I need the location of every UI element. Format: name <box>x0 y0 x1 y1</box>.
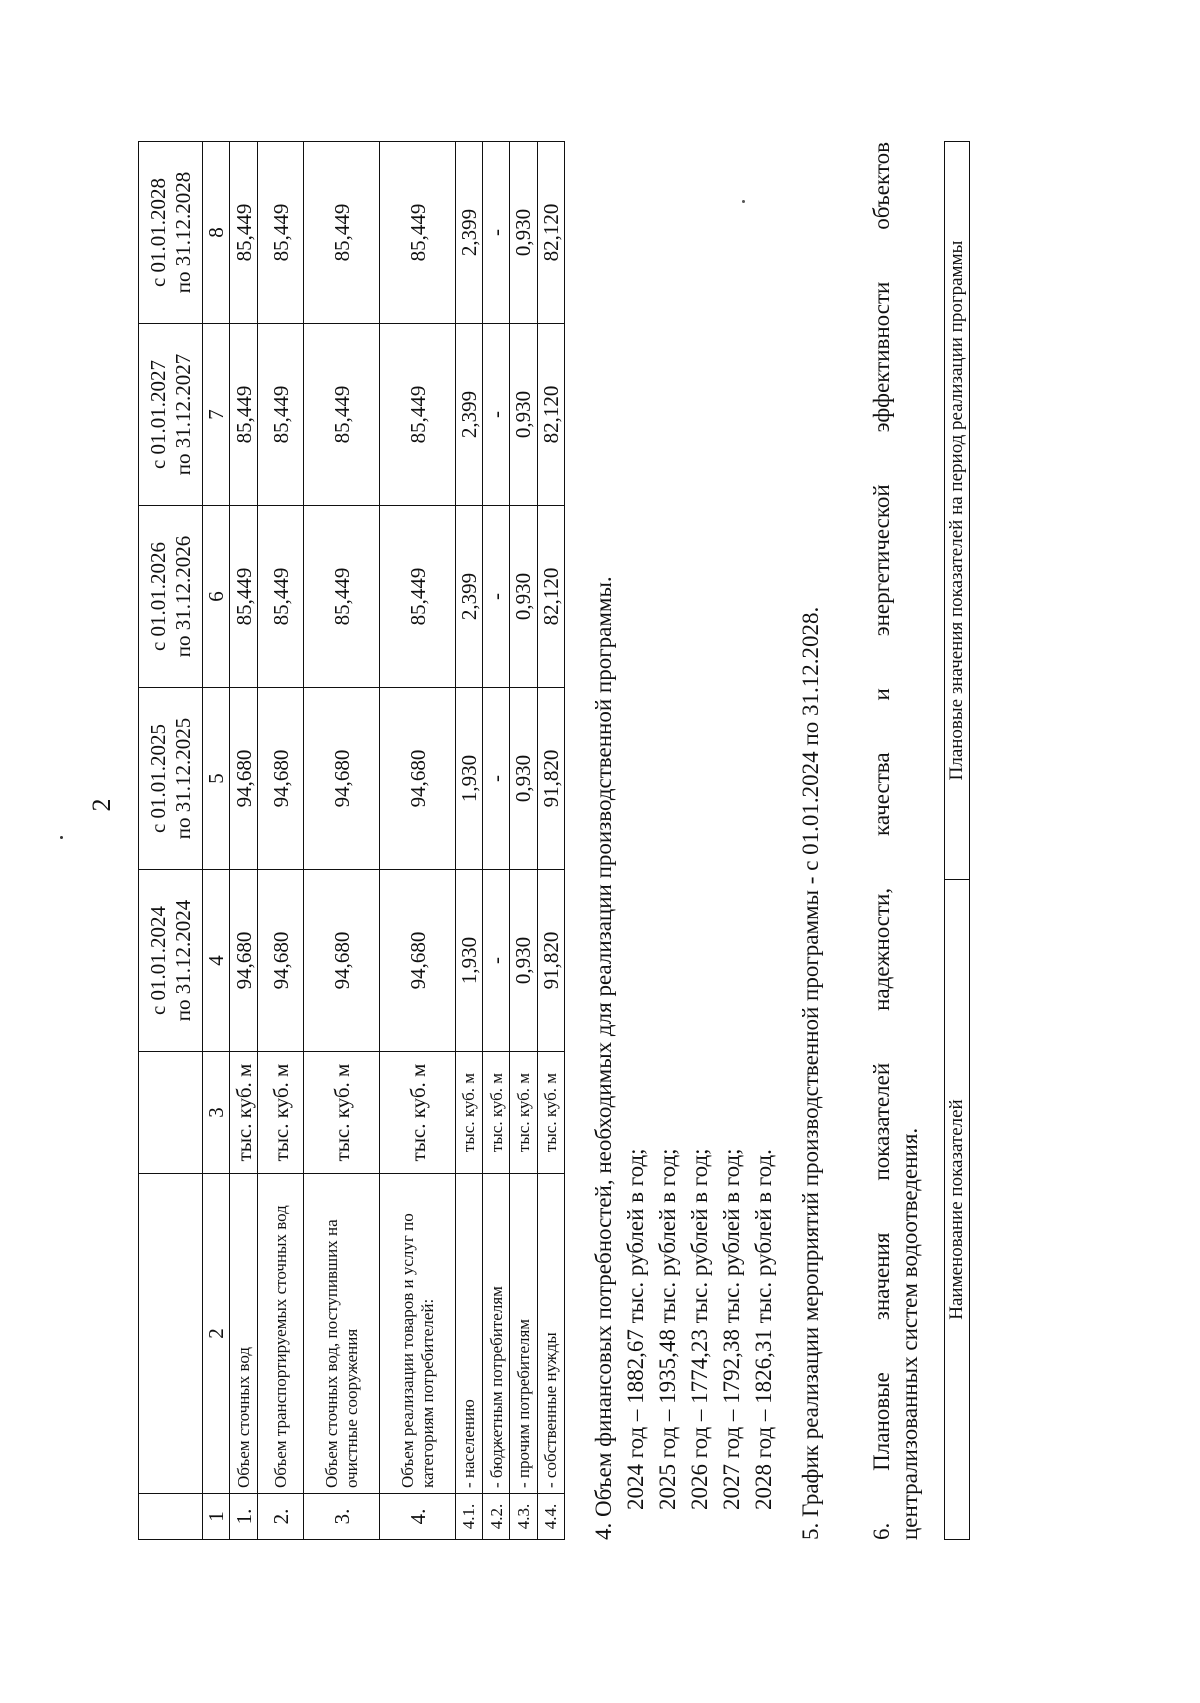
financial-line: 2024 год – 1882,67 тыс. рублей в год; <box>623 1148 648 1510</box>
word: и <box>869 688 894 701</box>
column-number-row <box>203 142 230 1540</box>
row-value: 0,930 <box>510 506 537 688</box>
header-period: с 01.01.2024 по 31.12.2024 <box>139 870 203 1052</box>
section-6-indicators <box>868 142 924 1540</box>
row-value: 85,449 <box>258 506 304 688</box>
row-value: 85,449 <box>304 324 380 506</box>
row-name: Объем реализации товаров и услуг по категориям потребителей: <box>380 1174 456 1494</box>
section-4-title: 4. Объем финансовых потребностей, необходимых для реализации производственной программы. <box>591 576 616 1540</box>
word: качества <box>869 752 894 836</box>
row-value: 94,680 <box>258 870 304 1052</box>
row-unit: тыс. куб. м <box>483 1052 510 1174</box>
row-value: 82,120 <box>537 142 564 324</box>
row-value: - <box>483 324 510 506</box>
row-value: 85,449 <box>380 142 456 324</box>
column-number: 2 <box>203 1174 230 1494</box>
word: эффективности <box>869 281 894 433</box>
row-name: Объем сточных вод <box>230 1174 258 1494</box>
row-name: - населению <box>456 1174 483 1494</box>
financial-line: 2026 год – 1774,23 тыс. рублей в год; <box>687 1148 712 1510</box>
row-value: 85,449 <box>304 506 380 688</box>
column-number: 6 <box>203 506 230 688</box>
row-value: 0,930 <box>510 142 537 324</box>
row-unit: тыс. куб. м <box>380 1052 456 1174</box>
column-number: 3 <box>203 1052 230 1174</box>
column-number: 8 <box>203 142 230 324</box>
word: значения <box>869 1232 894 1321</box>
row-value: 85,449 <box>230 506 258 688</box>
row-name: - бюджетным потребителям <box>483 1174 510 1494</box>
financial-line: 2025 год – 1935,48 тыс. рублей в год; <box>655 1148 680 1510</box>
row-value: - <box>483 688 510 870</box>
row-unit: тыс. куб. м <box>230 1052 258 1174</box>
row-value: 94,680 <box>380 870 456 1052</box>
header-period: с 01.01.2028 по 31.12.2028 <box>139 142 203 324</box>
financial-line: 2027 год – 1792,38 тыс. рублей в год; <box>719 1148 744 1510</box>
row-value: 82,120 <box>537 324 564 506</box>
column-number: 1 <box>203 1494 230 1540</box>
column-number: 5 <box>203 688 230 870</box>
row-value: 85,449 <box>258 142 304 324</box>
row-value: 91,820 <box>537 688 564 870</box>
row-name: - собственные нужды <box>537 1174 564 1494</box>
row-value: 2,399 <box>456 142 483 324</box>
row-value: 94,680 <box>258 688 304 870</box>
row-unit: тыс. куб. м <box>537 1052 564 1174</box>
row-value: 94,680 <box>230 870 258 1052</box>
row-value: 85,449 <box>380 506 456 688</box>
table-row <box>258 142 304 1540</box>
row-value: 94,680 <box>230 688 258 870</box>
row-number: 3. <box>304 1494 380 1540</box>
row-value: 85,449 <box>230 324 258 506</box>
header-cell-empty <box>139 1174 203 1494</box>
table-header-row <box>139 142 203 1540</box>
header-period: с 01.01.2027 по 31.12.2027 <box>139 324 203 506</box>
row-value: 0,930 <box>510 870 537 1052</box>
row-number: 4.2. <box>483 1494 510 1540</box>
row-number: 4.4. <box>537 1494 564 1540</box>
column-number: 4 <box>203 870 230 1052</box>
header-cell-empty <box>139 1052 203 1174</box>
row-value: 91,820 <box>537 870 564 1052</box>
financial-line: 2028 год – 1826,31 тыс. рублей в год. <box>751 1149 776 1510</box>
table-row <box>483 142 510 1540</box>
row-name: Объем сточных вод, поступивших на очистные сооружения <box>304 1174 380 1494</box>
table-row <box>380 142 456 1540</box>
row-number: 4. <box>380 1494 456 1540</box>
indicators-header-row <box>945 142 970 1540</box>
row-name: Объем транспортируемых сточных вод <box>258 1174 304 1494</box>
row-value: 82,120 <box>537 506 564 688</box>
word: показателей <box>869 1062 894 1181</box>
row-unit: тыс. куб. м <box>258 1052 304 1174</box>
indicators-table <box>944 141 970 1540</box>
indicators-header-name: Наименование показателей <box>945 880 970 1540</box>
row-value: 94,680 <box>380 688 456 870</box>
row-value: 1,930 <box>456 688 483 870</box>
header-period: с 01.01.2026 по 31.12.2026 <box>139 506 203 688</box>
table-row <box>230 142 258 1540</box>
column-number: 7 <box>203 324 230 506</box>
row-value: 85,449 <box>258 324 304 506</box>
section-6-title-line <box>868 142 896 1540</box>
row-number: 2. <box>258 1494 304 1540</box>
word: надежности, <box>869 887 894 1011</box>
row-value: 0,930 <box>510 688 537 870</box>
word: Плановые <box>869 1372 894 1471</box>
section-6-title-line-2: централизованных систем водоотведения. <box>897 1127 922 1540</box>
table-row <box>456 142 483 1540</box>
word: 6. <box>869 1522 894 1540</box>
row-unit: тыс. куб. м <box>456 1052 483 1174</box>
row-value: 85,449 <box>304 142 380 324</box>
section-4-financial-needs <box>588 576 780 1540</box>
scan-dot <box>60 836 63 839</box>
row-value: 94,680 <box>304 688 380 870</box>
section-5-schedule: 5. График реализации мероприятий производственной программы - с 01.01.2024 по 31.12.2028. <box>798 606 823 1540</box>
row-value: 0,930 <box>510 324 537 506</box>
row-unit: тыс. куб. м <box>304 1052 380 1174</box>
row-name: - прочим потребителям <box>510 1174 537 1494</box>
rotated-content <box>138 140 1018 1540</box>
row-number: 4.1. <box>456 1494 483 1540</box>
volume-table <box>138 141 565 1540</box>
row-value: 2,399 <box>456 324 483 506</box>
row-value: - <box>483 142 510 324</box>
row-value: - <box>483 870 510 1052</box>
row-value: 2,399 <box>456 506 483 688</box>
row-number: 4.3. <box>510 1494 537 1540</box>
page-number: 2 <box>87 798 116 812</box>
row-value: - <box>483 506 510 688</box>
row-value: 85,449 <box>230 142 258 324</box>
table-row <box>510 142 537 1540</box>
indicators-header-values: Плановые значения показателей на период реализации программы <box>945 142 970 880</box>
row-value: 85,449 <box>380 324 456 506</box>
row-value: 94,680 <box>304 870 380 1052</box>
header-period: с 01.01.2025 по 31.12.2025 <box>139 688 203 870</box>
table-row <box>304 142 380 1540</box>
row-value: 1,930 <box>456 870 483 1052</box>
word: энергетической <box>869 484 894 637</box>
table-row <box>537 142 564 1540</box>
header-cell-empty <box>139 1494 203 1540</box>
row-unit: тыс. куб. м <box>510 1052 537 1174</box>
word: объектов <box>869 142 894 230</box>
row-number: 1. <box>230 1494 258 1540</box>
